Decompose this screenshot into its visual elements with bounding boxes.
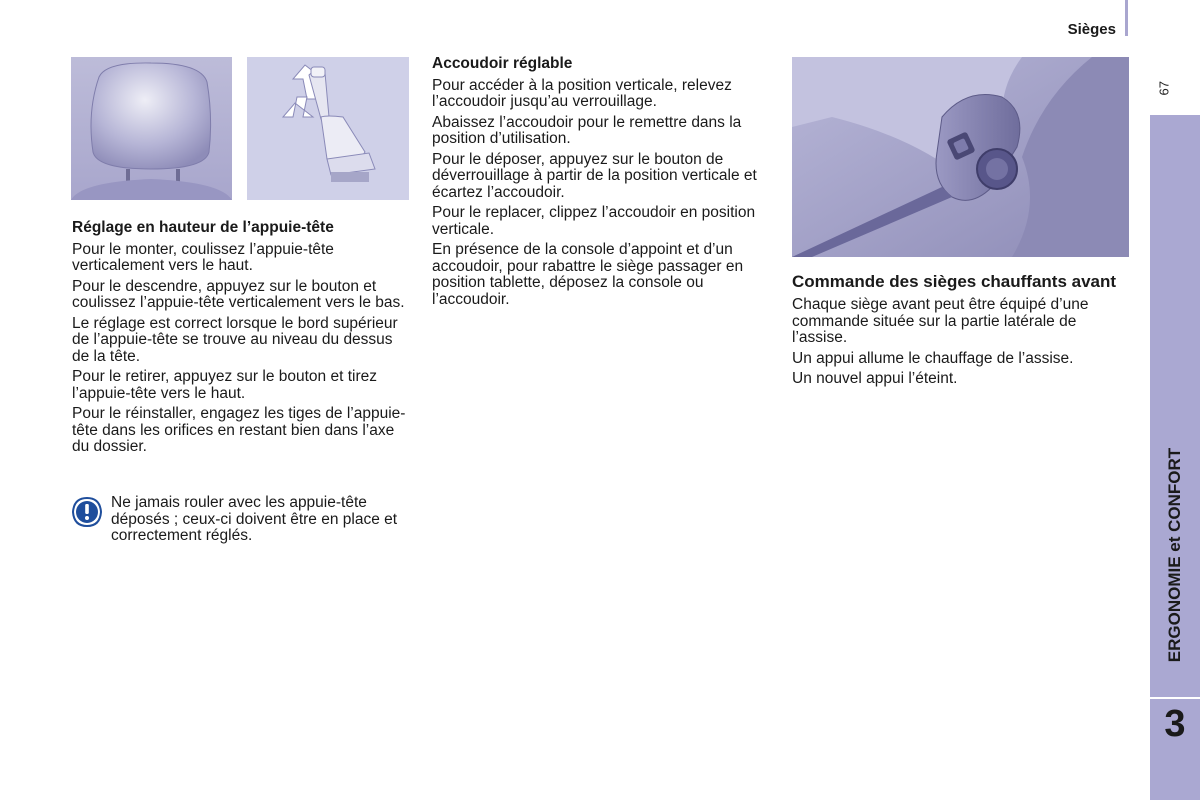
armrest-section [432,56,777,312]
page-number: 67 [1156,81,1172,96]
paragraph: En présence de la console d’appoint et d’un accoudoir, pour rabattre le siège passager en position tablette, déposez la console ou l’accoudoir. [432,241,744,308]
paragraph: Pour le retirer, appuyez sur le bouton et tirez l’appuie-tête vers le haut. [72,368,377,402]
headrest-image [71,57,232,200]
paragraph: Le réglage est correct lorsque le bord supérieur de l’appuie-tête se trouve au niveau du dessus de la tête. [72,314,398,365]
heated-seat-control-image [792,57,1129,257]
headrest-section [72,220,412,460]
chapter-number: 3 [1164,703,1186,745]
paragraph: Pour le monter, coulissez l’appuie-tête verticalement vers le haut. [72,240,334,274]
seat-diagram-image [247,57,409,200]
heated-seats-heading: Commande des sièges chauffants avant [792,272,1117,291]
chapter-label: ERGONOMIE et CONFORT [1165,447,1184,663]
paragraph: Chaque siège avant peut être équipé d’une commande située sur la partie latérale de l’assise. [792,296,1089,346]
paragraph: Pour le réinstaller, engagez les tiges de l’appuie-tête dans les orifices en restant bien dans l’axe du dossier. [72,405,406,455]
paragraph: Pour accéder à la position verticale, relevez l’accoudoir jusqu’au verrouillage. [432,76,732,110]
warning-icon [72,497,102,527]
headrest-heading: Réglage en hauteur de l’appuie-tête [72,219,334,236]
header-rule [1125,0,1128,36]
section-title: Sièges [1067,21,1116,38]
paragraph: Abaissez l’accoudoir pour le remettre dans la position d’utilisation. [432,113,742,147]
warning-text: Ne jamais rouler avec les appuie-tête déposés ; ceux-ci doivent être en place et correctement réglés. [111,494,398,544]
paragraph: Pour le déposer, appuyez sur le bouton de déverrouillage à partir de la position verticale et écartez l’accoudoir. [432,150,757,201]
heated-seats-section [792,273,1122,392]
armrest-heading: Accoudoir réglable [432,55,573,72]
side-tab-separator [1150,697,1200,699]
paragraph: Pour le replacer, clippez l’accoudoir en position verticale. [432,204,756,238]
paragraph: Pour le descendre, appuyez sur le bouton et coulissez l’appuie-tête verticalement vers le bas. [72,277,405,311]
paragraph: Un appui allume le chauffage de l’assise. [792,349,1074,367]
paragraph: Un nouvel appui l’éteint. [792,370,958,387]
